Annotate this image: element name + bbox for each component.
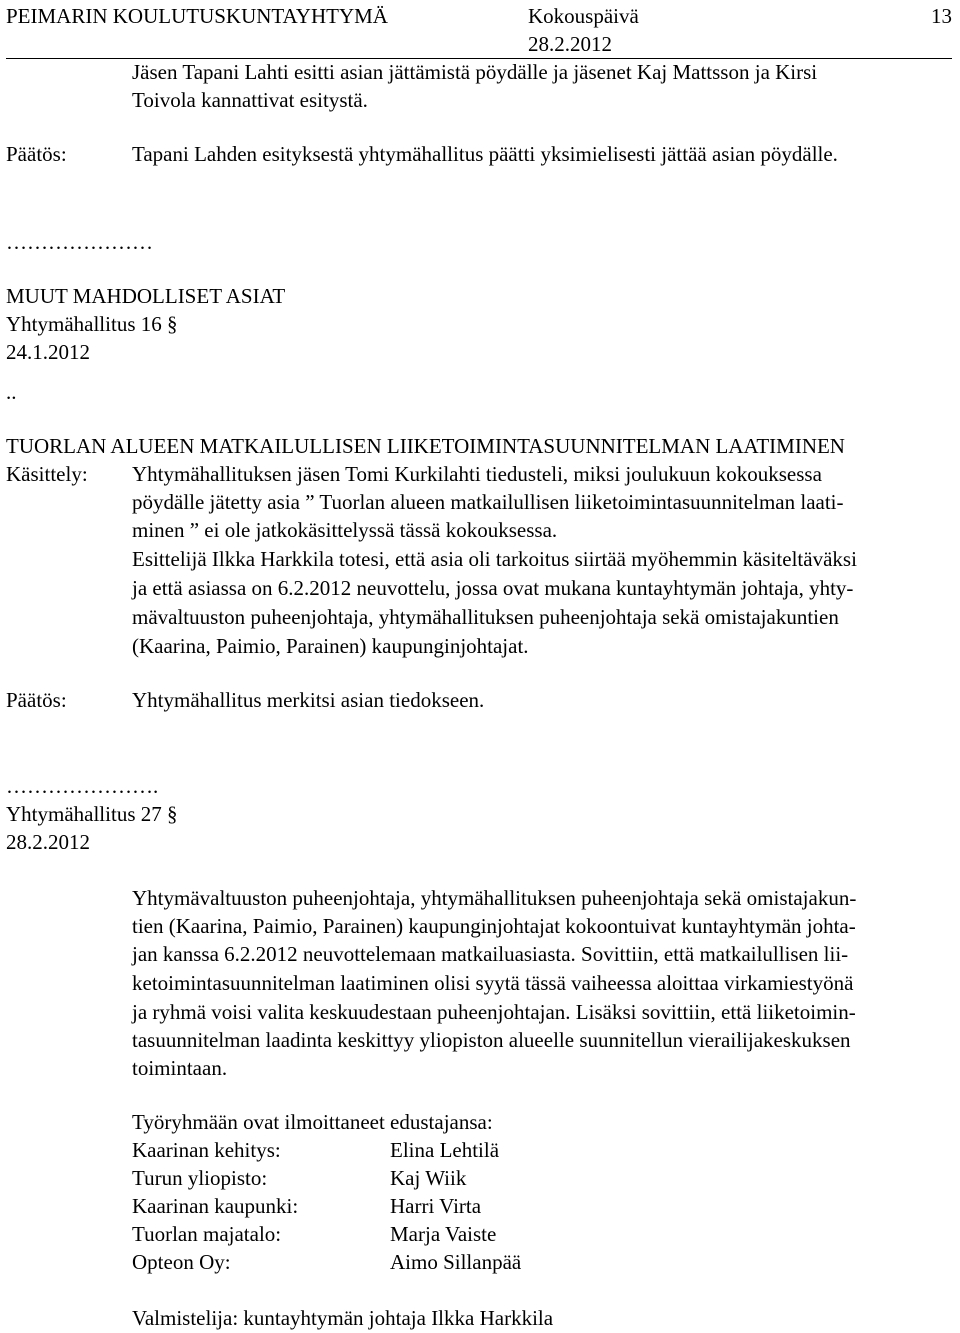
preparer: Valmistelija: kuntayhtymän johtaja Ilkka Harkkila xyxy=(132,1306,554,1330)
group-intro: Työryhmään ovat ilmoittaneet edustajansa: xyxy=(132,1110,493,1134)
decision-label: Päätös: xyxy=(6,688,67,712)
kasittely-line: (Kaarina, Paimio, Parainen) kaupunginjohtajat. xyxy=(132,634,529,658)
decision-text: Tapani Lahden esityksestä yhtymähallitus päätti yksimielisesti jättää asian pöydälle. xyxy=(132,142,838,166)
intro-line: Toivola kannattivat esitystä. xyxy=(132,88,368,112)
kasittely-line: minen ” ei ole jatkokäsittelyssä tässä kokouksessa. xyxy=(132,518,558,542)
paragraph-line: jan kanssa 6.2.2012 neuvottelemaan matkailuasiasta. Sovittiin, että matkailullisen lii- xyxy=(132,942,849,966)
member-name: Marja Vaiste xyxy=(390,1222,497,1246)
section-date: 28.2.2012 xyxy=(6,830,90,854)
section-reference: Yhtymähallitus 27 § xyxy=(6,802,178,826)
kasittely-line: ja että asiassa on 6.2.2012 neuvottelu, jossa ovat mukana kuntayhtymän johtaja, yhty- xyxy=(132,576,854,600)
intro-line: Jäsen Tapani Lahti esitti asian jättämistä pöydälle ja jäsenet Kaj Mattsson ja Kirsi xyxy=(132,60,818,84)
paragraph-line: tasuunnitelman laadinta keskittyy yliopiston alueelle suunnitellun vierailijakeskuksen xyxy=(132,1028,851,1052)
paragraph-line: tien (Kaarina, Paimio, Parainen) kaupunginjohtajat kokoontuivat kuntayhtymän johta- xyxy=(132,914,856,938)
section-reference: Yhtymähallitus 16 § xyxy=(6,312,178,336)
kasittely-line: pöydälle jätetty asia ” Tuorlan alueen matkailullisen liiketoimintasuunnitelman laati- xyxy=(132,490,844,514)
member-org: Turun yliopisto: xyxy=(132,1166,268,1190)
separator: …………………. xyxy=(6,774,159,798)
separator: ………………… xyxy=(6,230,153,254)
decision-text: Yhtymähallitus merkitsi asian tiedokseen. xyxy=(132,688,485,712)
member-name: Kaj Wiik xyxy=(390,1166,467,1190)
member-name: Aimo Sillanpää xyxy=(390,1250,522,1274)
section-date: 24.1.2012 xyxy=(6,340,90,364)
page-number: 13 xyxy=(931,4,952,28)
paragraph-line: ja ryhmä voisi valita keskuudestaan puheenjohtajan. Lisäksi sovittiin, että liiketoimin- xyxy=(132,1000,856,1024)
paragraph-line: Yhtymävaltuuston puheenjohtaja, yhtymähallituksen puheenjohtaja sekä omistajakun- xyxy=(132,886,857,910)
organization-name: PEIMARIN KOULUTUSKUNTAYHTYMÄ xyxy=(6,4,388,28)
member-org: Opteon Oy: xyxy=(132,1250,231,1274)
member-org: Tuorlan majatalo: xyxy=(132,1222,282,1246)
paragraph-line: ketoimintasuunnitelman laatiminen olisi syytä tässä vaiheessa aloittaa virkamiestyönä xyxy=(132,971,854,995)
kasittely-line: Esittelijä Ilkka Harkkila totesi, että asia oli tarkoitus siirtää myöhemmin käsiteltäväksi xyxy=(132,547,857,571)
paragraph-line: toimintaan. xyxy=(132,1056,228,1080)
kasittely-line: Yhtymähallituksen jäsen Tomi Kurkilahti tiedusteli, miksi joulukuun kokouksessa xyxy=(132,462,822,486)
member-name: Harri Virta xyxy=(390,1194,482,1218)
kasittely-label: Käsittely: xyxy=(6,462,88,486)
meeting-label: Kokouspäivä xyxy=(528,4,639,28)
member-org: Kaarinan kehitys: xyxy=(132,1138,281,1162)
page-header xyxy=(6,0,952,59)
separator: .. xyxy=(6,380,17,404)
member-name: Elina Lehtilä xyxy=(390,1138,500,1162)
member-org: Kaarinan kaupunki: xyxy=(132,1194,299,1218)
section-title: TUORLAN ALUEEN MATKAILULLISEN LIIKETOIMINTASUUNNITELMAN LAATIMINEN xyxy=(6,434,845,458)
kasittely-line: mävaltuuston puheenjohtaja, yhtymähallituksen puheenjohtaja sekä omistajakuntien xyxy=(132,605,839,629)
decision-label: Päätös: xyxy=(6,142,67,166)
section-title: MUUT MAHDOLLISET ASIAT xyxy=(6,284,286,308)
meeting-date: 28.2.2012 xyxy=(528,32,612,56)
